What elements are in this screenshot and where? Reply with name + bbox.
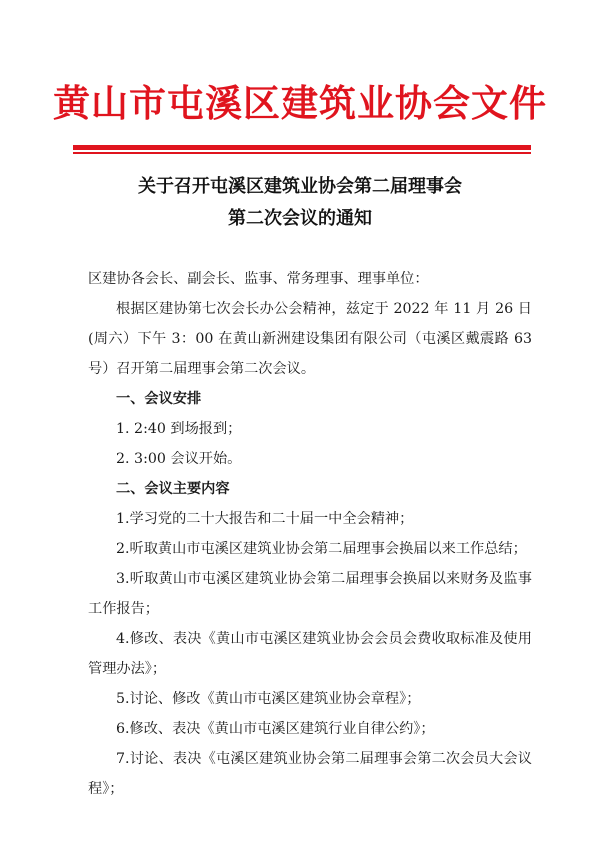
- list-item: 2. 3:00 会议开始。: [116, 451, 242, 467]
- header-rule-thin: [73, 152, 531, 154]
- salutation: 区建协各会长、副会长、监事、常务理事、理事单位：: [88, 271, 429, 287]
- intro-paragraph: 根据区建协第七次会长办公会精神，兹定于 2022 年 11 月 26 日(周六）下午 3：00 在黄山新洲建设集团有限公司（屯溪区戴震路 63 号）召开第二届理事会第二次会议。: [88, 301, 532, 377]
- list-item: 3.听取黄山市屯溪区建筑业协会第二届理事会换届以来财务及监事工作报告；: [88, 571, 532, 617]
- section-heading-arrangement: 一、会议安排: [116, 391, 202, 407]
- notice-title-line1: 关于召开屯溪区建筑业协会第二届理事会: [138, 176, 462, 197]
- notice-body: [88, 264, 532, 804]
- list-item: 6.修改、表决《黄山市屯溪区建筑行业自律公约》；: [116, 721, 435, 737]
- header-rule-thick: [73, 145, 531, 150]
- list-item: 4.修改、表决《黄山市屯溪区建筑业协会会员会费收取标准及使用管理办法》；: [88, 631, 532, 677]
- list-item: 5.讨论、修改《黄山市屯溪区建筑业协会章程》；: [116, 691, 421, 707]
- list-item: 2.听取黄山市屯溪区建筑业协会第二届理事会换届以来工作总结；: [116, 541, 527, 557]
- notice-title-line2: 第二次会议的通知: [228, 208, 372, 229]
- document-header-title: 黄山市屯溪区建筑业协会文件: [53, 81, 547, 125]
- section-heading-content: 二、会议主要内容: [116, 481, 230, 497]
- list-item: 1.学习党的二十大报告和二十届一中全会精神；: [116, 511, 414, 527]
- list-item: 7.讨论、表决《屯溪区建筑业协会第二届理事会第二次会员大会议程》；: [88, 751, 532, 797]
- list-item: 1. 2:40 到场报到；: [116, 421, 242, 437]
